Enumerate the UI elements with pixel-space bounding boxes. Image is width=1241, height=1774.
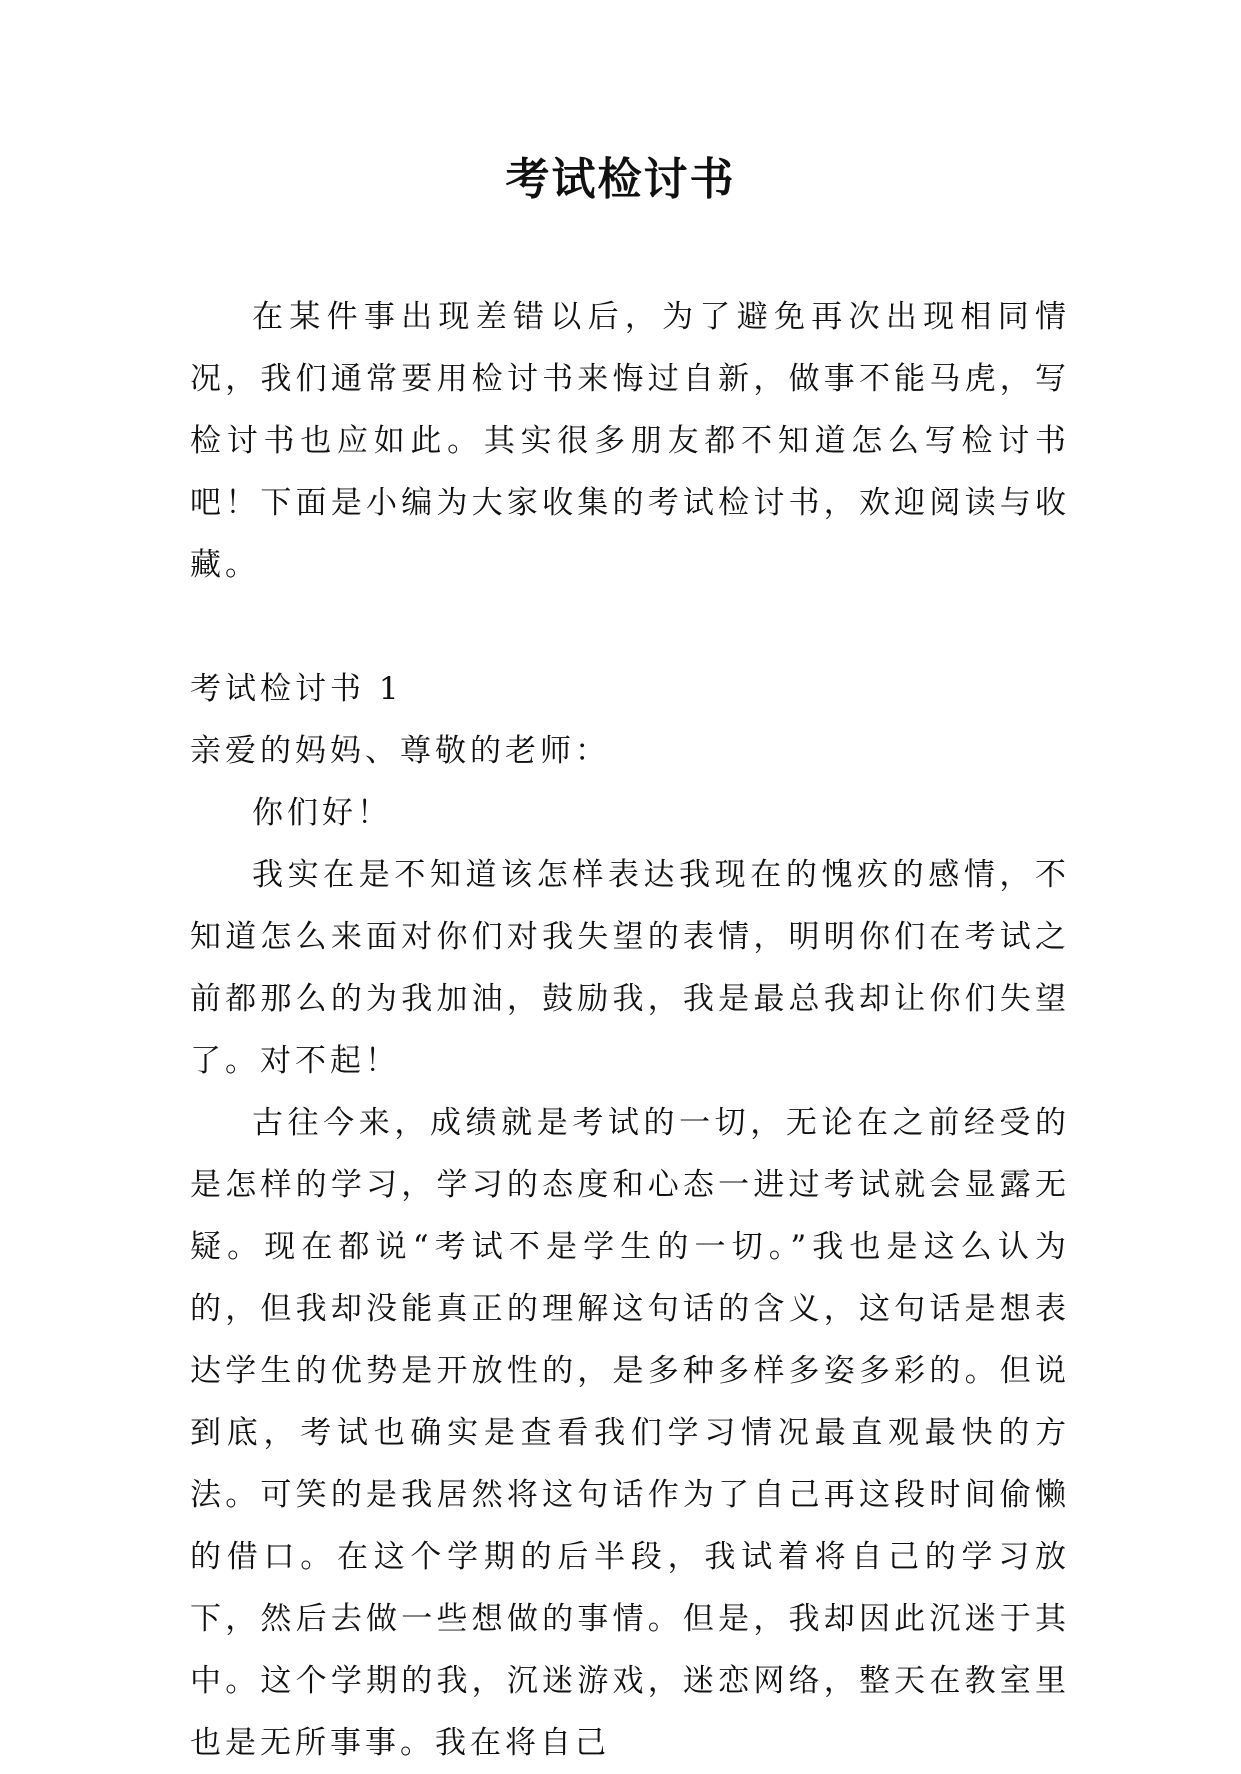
- body-paragraph: 我实在是不知道该怎样表达我现在的愧疚的感情，不知道怎么来面对你们对我失望的表情，明明你们在考试之前都那么的为我加油，鼓励我，我是最总我却让你们失望了。对不起！: [190, 857, 1070, 1079]
- section-heading: 考试检讨书 1: [190, 671, 403, 707]
- spacer: [190, 596, 1070, 658]
- document-body: [190, 286, 1070, 1774]
- greeting: 你们好！: [252, 795, 392, 831]
- salutation: 亲爱的妈妈、尊敬的老师：: [190, 733, 610, 769]
- intro-paragraph: 在某件事出现差错以后，为了避免再次出现相同情况，我们通常要用检讨书来悔过自新，做事不能马虎，写检讨书也应如此。其实很多朋友都不知道怎么写检讨书吧！下面是小编为大家收集的考试检讨书，欢迎阅读与收藏。: [190, 299, 1070, 583]
- document-title: 考试检讨书: [505, 154, 736, 205]
- body-paragraph: 古往今来，成绩就是考试的一切，无论在之前经受的是怎样的学习，学习的态度和心态一进过考试就会显露无疑。现在都说“考试不是学生的一切。”我也是这么认为的，但我却没能真正的理解这句话的含义，这句话是想表达学生的优势是开放性的，是多种多样多姿多彩的。但说到底，考试也确实是查看我们学习情况最直观最快的方法。可笑的是我居然将这句话作为了自己再这段时间偷懒的借口。在这个学期的后半段，我试着将自己的学习放下，然后去做一些想做的事情。但是，我却因此沉迷于其中。这个学期的我，沉迷游戏，迷恋网络，整天在教室里也是无所事事。我在将自己: [190, 1105, 1070, 1761]
